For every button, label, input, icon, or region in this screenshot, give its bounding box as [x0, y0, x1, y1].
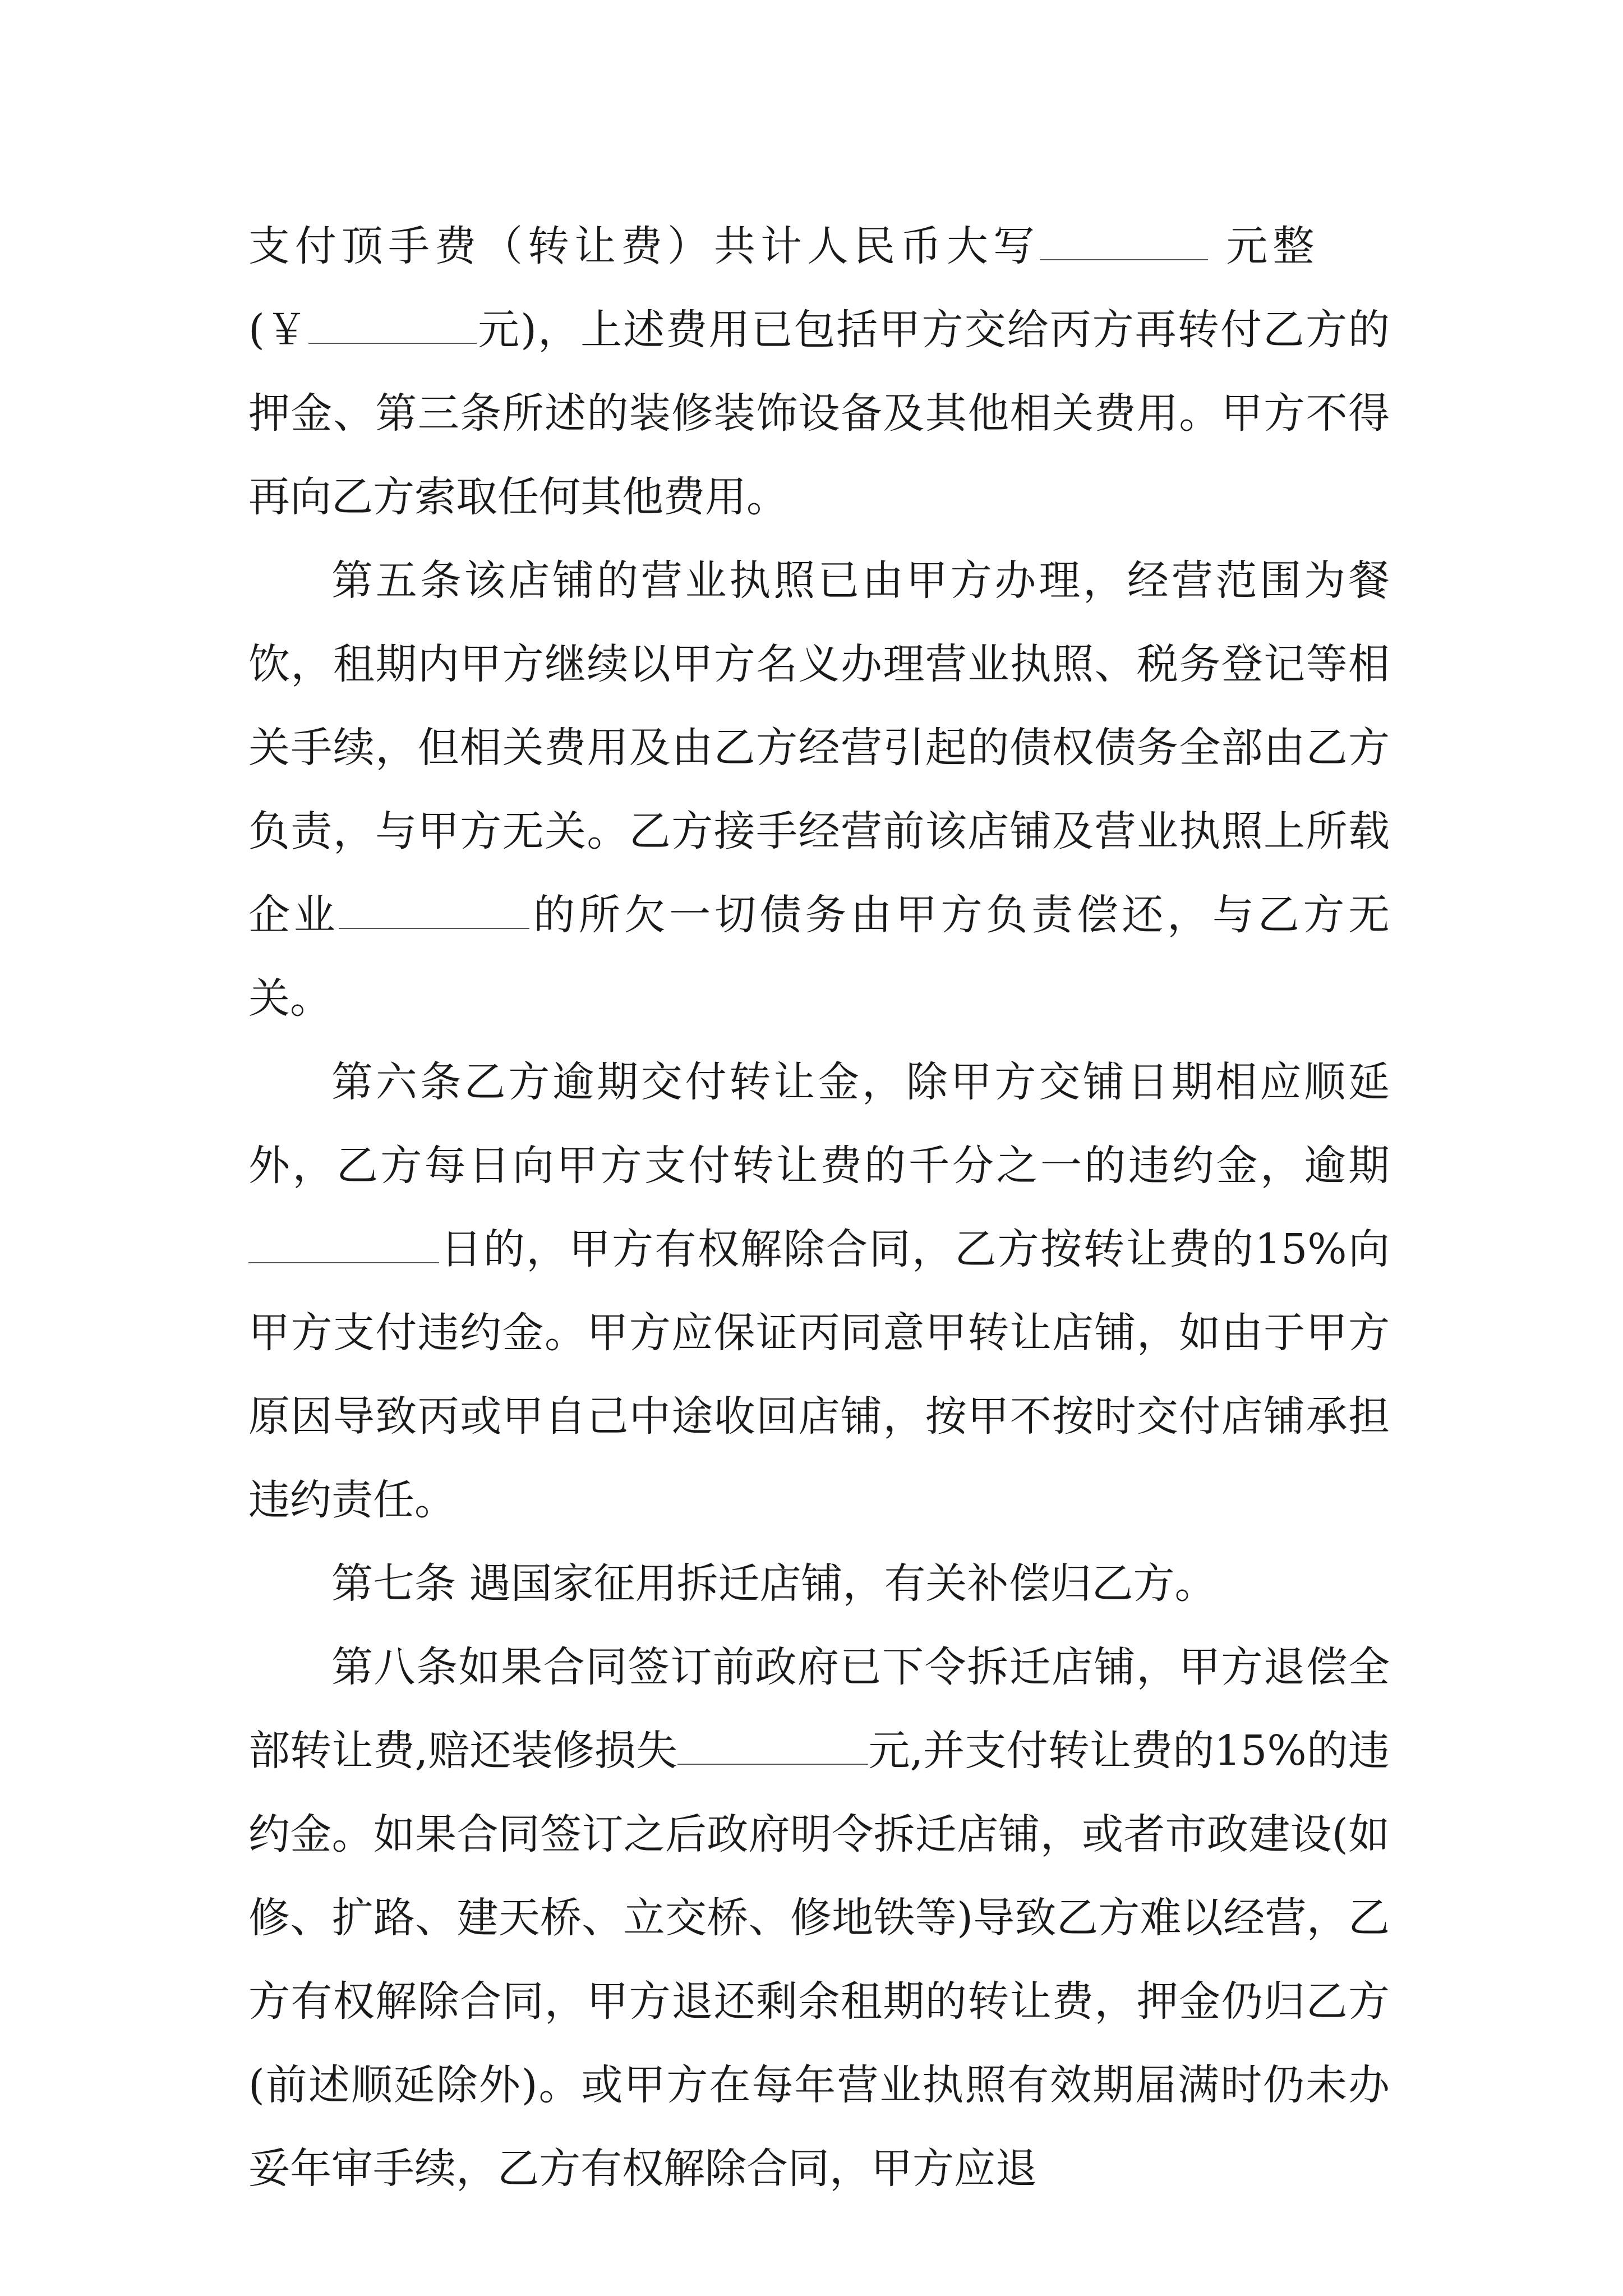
- article-5-text-after: 的所欠一切债务由甲方负责偿还，与乙方无关。: [248, 891, 1390, 1023]
- paragraph-fee-line: [248, 205, 1390, 288]
- paragraph-article-6: [248, 1041, 1390, 1542]
- paragraph-article-5: [248, 539, 1390, 1041]
- amount-uppercase-blank[interactable]: [1040, 221, 1208, 260]
- article-7-text: 第七条 遇国家征用拆迁店铺，有关补偿归乙方。: [331, 1559, 1216, 1608]
- contract-body: [248, 205, 1390, 2211]
- yen-open: (￥: [248, 306, 308, 354]
- article-6-text-before: 第六条乙方逾期交付转让金，除甲方交铺日期相应顺延外，乙方每日向甲方支付转让费的千分之一的违约金，逾期: [248, 1058, 1390, 1190]
- amount-number-blank[interactable]: [308, 305, 477, 344]
- paragraph-article-7: [248, 1542, 1390, 1626]
- fee-details-text: 元)，上述费用已包括甲方交给丙方再转付乙方的押金、第三条所述的装修装饰设备及其他相关费用。甲方不得再向乙方索取任何其他费用。: [248, 306, 1390, 521]
- article-6-text-after: 日的，甲方有权解除合同，乙方按转让费的15%向甲方支付违约金。甲方应保证丙同意甲转让店铺，如由于甲方原因导致丙或甲自己中途收回店铺，按甲不按时交付店铺承担违约责任。: [248, 1225, 1390, 1524]
- paragraph-article-8: [248, 1626, 1390, 2211]
- paragraph-fee-details: [248, 288, 1390, 539]
- article-8-text-after: 元,并支付转让费的15%的违约金。如果合同签订之后政府明令拆迁店铺，或者市政建设(如修、扩路、建天桥、立交桥、修地铁等)导致乙方难以经营，乙方有权解除合同，甲方退还剩余租期的转让费，押金仍归乙方(前述顺延除外)。或甲方在每年营业执照有效期届满时仍未办妥年审手续，乙方有权解除合同，甲方应退: [248, 1727, 1390, 2193]
- renovation-loss-blank[interactable]: [677, 1726, 868, 1765]
- fee-text-after: 元整: [1226, 222, 1320, 270]
- overdue-days-blank[interactable]: [248, 1224, 439, 1263]
- enterprise-name-blank[interactable]: [339, 890, 529, 929]
- article-8-text-before: 第八条如果合同签订前政府已下令拆迁店铺，甲方退偿全部转让费,赔还装修损失: [248, 1643, 1390, 1775]
- article-5-text-before: 第五条该店铺的营业执照已由甲方办理，经营范围为餐饮，租期内甲方继续以甲方名义办理营业执照、税务登记等相关手续，但相关费用及由乙方经营引起的债权债务全部由乙方负责，与甲方无关。乙方接手经营前该店铺及营业执照上所载企业: [248, 556, 1390, 939]
- fee-text-before: 支付顶手费（转让费）共计人民币大写: [248, 222, 1040, 270]
